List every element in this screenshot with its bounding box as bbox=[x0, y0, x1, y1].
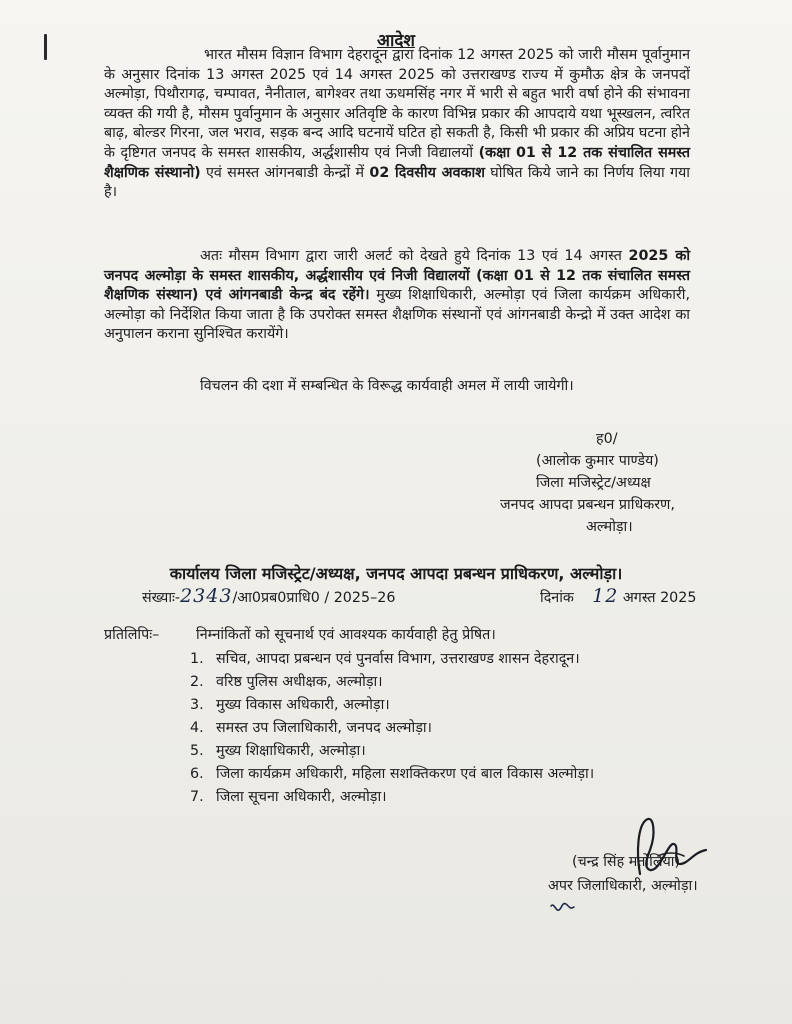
date-month-year: अगस्त 2025 bbox=[622, 590, 697, 606]
list-item: 4. समस्त उप जिलाधिकारी, जनपद अल्मोड़ा। bbox=[190, 720, 432, 736]
para1-bold-holiday: 02 दिवसीय अवकाश bbox=[369, 164, 485, 181]
signatory2-name: (चन्द्र सिंह मर्तोलिया) bbox=[572, 854, 681, 870]
date-handwritten-day: 12 bbox=[592, 585, 619, 607]
date-line bbox=[540, 585, 696, 607]
reference-number bbox=[142, 585, 395, 607]
order-title: आदेश bbox=[377, 31, 415, 51]
date-label: दिनांक bbox=[540, 590, 574, 606]
para2-text-instructions: मुख्य शिक्षाधिकारी, अल्मोड़ा एवं जिला कार्यक्रम अधिकारी, अल्मोड़ा को निर्देशित किया जाता है कि उपरोक्त समस्त शैक्षणिक संस्थानों एवं आंगनबाडी केन्द्रो में उक्त आदेश का अनुपालन कराना सुनिश्चित करायेंगे। bbox=[104, 287, 690, 343]
signature-block-dm bbox=[500, 428, 760, 538]
order-paragraph-2 bbox=[104, 247, 690, 345]
para1-bold-classes: (कक्षा 01 से 12 तक संचालित समस्त शैक्षणिक संस्थानो) bbox=[104, 144, 691, 181]
signatory-name: (आलोक कुमार पाण्डेय) bbox=[536, 453, 659, 469]
para1-text-decision: घोषित किये जाने का निर्णय लिया गया है। bbox=[104, 164, 690, 201]
signatory2-designation: अपर जिलाधिकारी, अल्मोड़ा। bbox=[548, 878, 698, 894]
signature-block-adm bbox=[548, 850, 698, 898]
office-header: कार्यालय जिला मजिस्ट्रेट/अध्यक्ष, जनपद आपदा प्रबन्धन प्राधिकरण, अल्मोड़ा। bbox=[169, 564, 623, 583]
reference-suffix: /आ0प्रब0प्राधि0 / 2025–26 bbox=[232, 590, 396, 606]
handwritten-initial bbox=[548, 898, 576, 916]
order-paragraph-1 bbox=[104, 46, 690, 203]
list-item: 6. जिला कार्यक्रम अधिकारी, महिला सशक्तिकरण एवं बाल विकास अल्मोड़ा। bbox=[190, 766, 595, 782]
reference-handwritten-number: 2343 bbox=[180, 585, 233, 607]
list-item: 2. वरिष्ठ पुलिस अधीक्षक, अल्मोड़ा। bbox=[190, 674, 383, 690]
signatory-designation: जिला मजिस्ट्रेट/अध्यक्ष bbox=[536, 475, 651, 491]
list-item: 5. मुख्य शिक्षाधिकारी, अल्मोड़ा। bbox=[190, 743, 366, 759]
list-item: 3. मुख्य विकास अधिकारी, अल्मोड़ा। bbox=[190, 697, 390, 713]
para2-text: अतः मौसम विभाग द्वारा जारी अलर्ट को देखते हुये दिनांक 13 एवं 14 अगस्त bbox=[200, 248, 622, 264]
signed-mark: ह0/ bbox=[596, 431, 618, 447]
copy-intro: निम्नांकितों को सूचनार्थ एवं आवश्यक कार्यवाही हेतु प्रेषित। bbox=[196, 627, 496, 643]
list-item: 1. सचिव, आपदा प्रबन्धन एवं पुनर्वास विभाग, उत्तराखण्ड शासन देहरादून। bbox=[190, 651, 580, 667]
reference-label: संख्याः- bbox=[142, 590, 181, 606]
list-item: 7. जिला सूचना अधिकारी, अल्मोड़ा। bbox=[190, 789, 387, 805]
signatory-authority: जनपद आपदा प्रबन्धन प्राधिकरण, bbox=[500, 497, 675, 513]
para1-text-anganwadi: एवं समस्त आंगनबाडी केन्द्रों में bbox=[206, 164, 365, 181]
para2-bold-closure: 2025 को जनपद अल्मोड़ा के समस्त शासकीय, अर्द्धशासीय एवं निजी विद्यालयों (कक्षा 01 से 12 तक संचालित समस्त शैक्षणिक संस्थान) एवं आंगनबाडी केन्द्र बंद रहेंगे। bbox=[104, 248, 691, 304]
order-paragraph-3: विचलन की दशा में सम्बन्धित के विरूद्ध कार्यवाही अमल में लायी जायेगी। bbox=[200, 378, 574, 394]
copy-recipient-list bbox=[190, 648, 594, 809]
para1-text: भारत मौसम विज्ञान विभाग देहरादून द्वारा दिनांक 12 अगस्त 2025 को जारी मौसम पूर्वानुमान के अनुसार दिनांक 13 अगस्त 2025 एवं 14 अगस्त 2025 को उत्तराखण्ड राज्य में कुमौऊ क्षेत्र के जनपदों अल्मोड़ा, पिथौरागढ़, चम्पावत, नैनीताल, बागेश्वर तथा ऊधमसिंह नगर में भारी से बहुत भारी वर्षा होने की संभावना व्यक्त की गयी है, मौसम पुर्वानुमान के अनुसार अतिवृष्टि के कारण विभिन्न प्रकार की आपदाये यथा भूस्खलन, त्वरित बाढ़, बोल्डर गिरना, जल भराव, सड़क बन्द आदि घटनायें घटित हो सकती है, किसी भी प्रकार की अप्रिय घटना होने के दृष्टिगत जनपद के समस्त शासकीय, अर्द्धशासीय एवं निजी विद्यालयों bbox=[104, 47, 690, 161]
copy-label: प्रतिलिपिः– bbox=[104, 627, 160, 643]
signatory-place: अल्मोड़ा। bbox=[586, 519, 633, 535]
